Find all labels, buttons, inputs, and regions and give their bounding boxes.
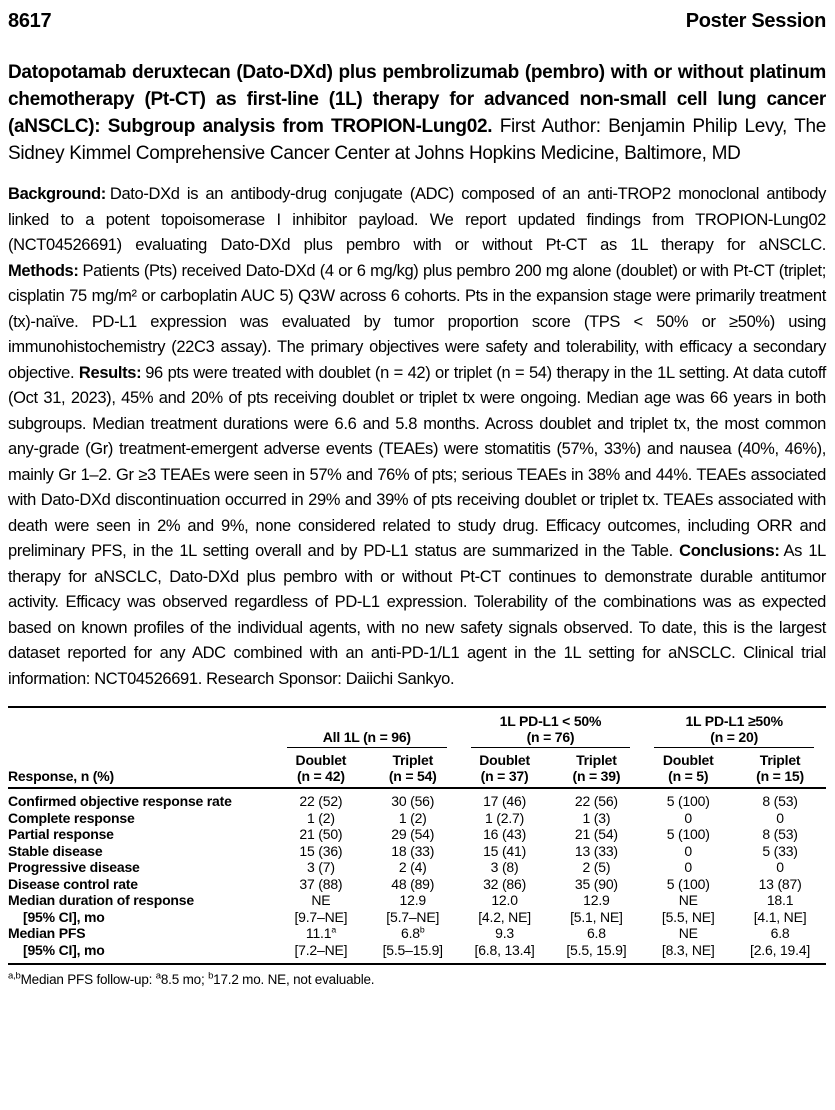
- table-cell: 12.9: [583, 892, 610, 908]
- table-cell: 15 (41): [483, 842, 527, 859]
- table-cell: 5 (100): [666, 875, 710, 892]
- title-author-affiliation: First Author: Benjamin Philip Levy, The Sidney Kimmel Comprehensive Cancer Center at Johns Hopkins Medicine, Baltimore, MD: [8, 116, 826, 164]
- group-label-line1: All 1L (n = 96): [322, 729, 411, 745]
- background-label: Background:: [8, 185, 106, 203]
- table-cell: 0: [776, 859, 784, 875]
- table-cell: 5 (100): [666, 826, 710, 842]
- table-cell: 29 (54): [391, 826, 435, 842]
- subheader-doublet-pdl1-low: [459, 748, 551, 788]
- row-label: Confirmed objective response rate: [8, 793, 232, 809]
- table-cell: 13 (33): [574, 842, 618, 859]
- table-cell: [6.8, 13.4]: [474, 941, 535, 958]
- table-cell: [7.2–NE]: [294, 941, 348, 958]
- subheader-line1: Doublet: [295, 752, 347, 768]
- table-row: [8, 909, 826, 926]
- subheader-line2: (n = 39): [572, 768, 621, 784]
- table-cell: 22 (56): [574, 793, 618, 809]
- table-cell: 6.8$^b$: [400, 924, 425, 941]
- table-cell: [4.1, NE]: [753, 908, 807, 925]
- table-cell: 1 (2): [307, 809, 335, 826]
- table-cell: [5.5, 15.9]: [566, 941, 627, 958]
- row-label: Median duration of response: [8, 892, 194, 908]
- row-label: Median PFS: [8, 925, 86, 941]
- conclusions-label: Conclusions:: [679, 542, 780, 560]
- results-label: Results:: [78, 363, 142, 382]
- table-cell: 37 (88): [299, 875, 343, 892]
- table-cell: 2 (4): [398, 859, 427, 875]
- subheader-line1: Doublet: [479, 752, 530, 768]
- table-cell: [8.3, NE]: [661, 941, 715, 958]
- table-cell: NE: [678, 925, 698, 941]
- footnote-marker: a: [155, 970, 161, 982]
- subheader-triplet-all: [367, 748, 459, 788]
- table-cell: 17 (46): [483, 793, 527, 809]
- group-header-all-1l: [275, 707, 459, 748]
- footnote-text: 8.5 mo;: [160, 972, 209, 987]
- table-cell: 11.1$^a$: [305, 924, 336, 941]
- table-cell: 2 (5): [582, 859, 611, 875]
- table-cell: [5.5, NE]: [661, 908, 715, 925]
- footnote-marker: b: [208, 970, 214, 982]
- table-cell: 0: [684, 809, 693, 826]
- group-header-pdl1-high: [642, 707, 826, 748]
- abstract-body: [8, 182, 826, 692]
- table-row: [8, 826, 826, 843]
- table-row: [8, 788, 826, 810]
- table-cell: 0: [776, 809, 784, 826]
- methods-label: Methods:: [8, 261, 79, 280]
- footnote-text: 17.2 mo. NE, not evaluable.: [213, 972, 375, 987]
- column-subheader-row: [8, 748, 826, 788]
- row-label: Partial response: [8, 826, 114, 842]
- group-label-line1: 1L PD-L1 < 50%: [499, 713, 602, 729]
- table-cell: NE: [311, 892, 331, 908]
- table-cell: 0: [684, 842, 693, 859]
- subheader-line1: Triplet: [392, 752, 434, 768]
- footnote-marker: a,b: [8, 970, 21, 982]
- row-header-label: Response, n (%): [8, 748, 275, 788]
- table-cell: 30 (56): [391, 793, 435, 809]
- row-label: [95% CI], mo: [23, 908, 105, 925]
- subheader-triplet-pdl1-high: [734, 748, 826, 788]
- table-cell: [9.7–NE]: [294, 908, 348, 925]
- response-results-table: [8, 706, 826, 965]
- table-cell: 35 (90): [574, 875, 618, 892]
- table-cell: 3 (8): [490, 859, 519, 875]
- page-header: [8, 10, 826, 33]
- group-header-stub: [8, 707, 275, 748]
- row-label: Complete response: [8, 809, 135, 826]
- subheader-doublet-all: [275, 748, 367, 788]
- subheader-line1: Triplet: [576, 752, 617, 768]
- table-cell: 48 (89): [391, 875, 435, 892]
- subheader-doublet-pdl1-high: [642, 748, 734, 788]
- abstract-number: 8617: [8, 10, 52, 32]
- row-label: Progressive disease: [8, 859, 140, 875]
- table-cell: 6.8: [770, 925, 790, 941]
- table-cell: 21 (50): [299, 826, 343, 842]
- table-cell: 12.9: [399, 892, 426, 908]
- methods-text: Patients (Pts) received Dato-DXd (4 or 6 mg/kg) plus pembro 200 mg alone (doublet) or with Pt-CT (triplet; cisplatin 75 mg/m² or carboplatin AUC 5) Q3W across 6 cohorts. Pts in the expansion stage were primarily treatment (tx)-naïve. PD-L1 expression was evaluated by tumor proportion score (TPS < 50% or ≥50%) using immunohistochemistry (22C3 assay). The primary objectives were safety and tolerability, with efficacy a secondary objective.: [8, 261, 826, 382]
- table-cell: 8 (53): [762, 793, 798, 809]
- results-text: 96 pts were treated with doublet (n = 42) or triplet (n = 54) therapy in the 1L setting. At data cutoff (Oct 31, 2023), 45% and 20% of pts receiving doublet or triplet tx were ongoing. Median age was 66 years in both subgroups. Median treatment durations were 6.6 and 5.8 months. Across doublet and triplet tx, the most common any-grade (Gr) treatment-emergent adverse events (TEAEs) were stomatitis (57%, 33%) and nausea (40%, 46%), mainly Gr 1–2. Gr ≥3 TEAEs were seen in 57% and 76% of pts; serious TEAEs in 38% and 44%. TEAEs associated with Dato-DXd discontinuation occurred in 29% and 39% of pts receiving doublet or triplet tx. TEAEs associated with death were seen in 2% and 9%, none considered related to study drug. Efficacy outcomes, including ORR and preliminary PFS, in the 1L setting overall and by PD-L1 status are summarized in the Table.: [8, 363, 827, 560]
- column-group-header-row: [8, 707, 826, 748]
- table-row: [8, 876, 826, 893]
- table-cell: 12.0: [491, 892, 518, 908]
- table-cell: 3 (7): [307, 859, 335, 875]
- table-cell: 9.3: [495, 925, 514, 941]
- table-row: [8, 942, 826, 965]
- subheader-line2: (n = 54): [388, 768, 437, 784]
- table-cell: [5.5–15.9]: [382, 941, 443, 958]
- table-cell: 8 (53): [762, 826, 798, 842]
- table-cell: 0: [684, 859, 693, 875]
- table-cell: 16 (43): [483, 826, 527, 842]
- group-header-pdl1-low: [459, 707, 643, 748]
- footnote-marker: b: [419, 924, 425, 935]
- table-cell: 13 (87): [758, 875, 802, 892]
- table-cell: NE: [678, 892, 698, 908]
- table-cell: 15 (36): [299, 842, 343, 859]
- subheader-line1: Triplet: [759, 752, 801, 768]
- table-cell: [4.2, NE]: [478, 908, 531, 925]
- subheader-triplet-pdl1-low: [550, 748, 642, 788]
- table-cell: 21 (54): [574, 826, 618, 842]
- row-label: Disease control rate: [8, 875, 138, 892]
- subheader-line2: (n = 42): [297, 768, 345, 784]
- table-row: [8, 843, 826, 860]
- table-row: [8, 925, 826, 942]
- table-row: [8, 810, 826, 827]
- footnote-text: Median PFS follow-up:: [20, 972, 156, 987]
- table-cell: 18 (33): [391, 842, 435, 859]
- table-row: [8, 859, 826, 876]
- group-label-line1: 1L PD-L1 ≥50%: [685, 713, 783, 729]
- table-cell: 1 (3): [582, 809, 611, 826]
- table-cell: 5 (100): [666, 793, 710, 809]
- table-cell: 6.8: [586, 925, 606, 941]
- group-label-line2: (n = 20): [710, 729, 759, 745]
- subheader-line2: (n = 37): [480, 768, 529, 784]
- background-text: Dato-DXd is an antibody-drug conjugate (ADC) composed of an anti-TROP2 monoclonal antibody linked to a potent topoisomerase I inhibitor payload. We report updated findings from TROPION-Lung02 (NCT04526691) evaluating Dato-DXd plus pembro with or without Pt-CT as 1L therapy for aNSCLC.: [8, 185, 826, 254]
- group-label-line2: (n = 76): [526, 729, 575, 745]
- table-cell: 22 (52): [299, 793, 343, 809]
- abstract-title: [8, 59, 826, 167]
- table-cell: [5.7–NE]: [386, 908, 440, 925]
- conclusions-text: As 1L therapy for aNSCLC, Dato-DXd plus pembro with or without Pt-CT continues to demonstrate durable antitumor activity. Efficacy was observed regardless of PD-L1 expression. Tolerability of the combinations was as expected based on known profiles of the individual agents, with no new safety signals observed. To date, this is the largest dataset reported for any ADC combined with an anti-PD-1/L1 agent in the 1L setting for aNSCLC. Clinical trial information: NCT04526691. Research Sponsor: Daiichi Sankyo.: [8, 542, 826, 688]
- footnote-marker: a: [331, 924, 336, 935]
- table-footnote: [8, 972, 826, 987]
- subheader-line1: Doublet: [662, 752, 714, 768]
- table-row: [8, 892, 826, 909]
- table-cell: 18.1: [766, 892, 794, 908]
- table-cell: [5.1, NE]: [570, 908, 623, 925]
- session-type-label: Poster Session: [685, 10, 826, 32]
- table-cell: 5 (33): [762, 842, 798, 859]
- title-text: Datopotamab deruxtecan (Dato-DXd) plus pembrolizumab (pembro) with or without platinum chemotherapy (Pt-CT) as first-line (1L) therapy for advanced non-small cell lung cancer (aNSCLC): Subgroup analysis from TROPION-Lung02.: [8, 62, 826, 137]
- row-label: Stable disease: [8, 842, 103, 859]
- table-cell: 32 (86): [483, 875, 527, 892]
- subheader-line2: (n = 5): [668, 768, 709, 784]
- table-cell: 1 (2): [398, 809, 427, 826]
- table-cell: [2.6, 19.4]: [750, 941, 811, 958]
- row-label: [95% CI], mo: [23, 941, 105, 958]
- subheader-line2: (n = 15): [756, 768, 804, 784]
- table-cell: 1 (2.7): [485, 809, 525, 826]
